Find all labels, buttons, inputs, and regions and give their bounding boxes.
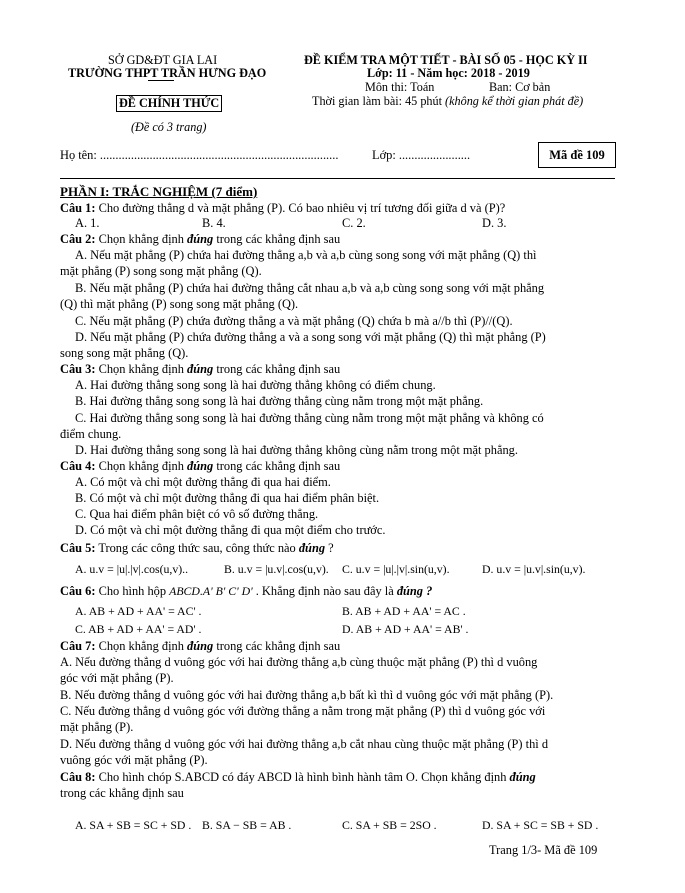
q-text: Chọn khẳng định (98, 232, 188, 246)
question-8 (60, 770, 536, 785)
question-7 (60, 639, 340, 654)
option-b: B. Có một và chỉ một đường thẳng đi qua hai điểm phân biệt. (75, 491, 380, 505)
q-number: Câu 8: (60, 770, 96, 784)
option-d: D. Có một và chỉ một đường thẳng đi qua một điểm cho trước. (75, 523, 386, 537)
option-b: B. u.v = |u.v|.cos(u,v). (224, 562, 329, 576)
q-number: Câu 4: (60, 459, 96, 473)
option-a: A. AB + AD + AA' = AC' . (75, 604, 202, 618)
q-number: Câu 2: (60, 232, 96, 246)
q-emphasis: đúng (187, 232, 214, 246)
option-c: C. Qua hai điểm phân biệt có vô số đường thẳng. (75, 507, 319, 521)
part1-title: PHẦN I: TRẮC NGHIỆM (7 điểm) (60, 184, 258, 199)
option-c: C. SA + SB = 2SO . (342, 818, 437, 832)
official-label: ĐỀ CHÍNH THỨC (116, 95, 222, 112)
q-figure: ABCD.A' B' C' D' (169, 584, 253, 598)
pages-note: (Đề có 3 trang) (131, 120, 207, 134)
question-6 (60, 584, 432, 599)
dept-name: SỞ GD&ĐT GIA LAI (108, 53, 218, 67)
option-a: A. Nếu mặt phẳng (P) chứa hai đường thẳng a,b và a,b cùng song song với mặt phẳng (Q) thì (75, 248, 537, 262)
option-a-cont: mặt phẳng (P) song song mặt phẳng (Q). (60, 264, 262, 278)
option-d: D. Hai đường thẳng song song là hai đường thẳng không cùng nằm trong một mặt phẳng. (75, 443, 518, 457)
option-c: C. Hai đường thẳng song song là hai đường thẳng cùng nằm trong một mặt phẳng và không có (75, 411, 544, 425)
option-c: C. Nếu mặt phẳng (P) chứa đường thẳng a và mặt phẳng (Q) chứa b mà a//b thì (P)//(Q). (75, 314, 513, 328)
class-field: Lớp: ....................... (372, 148, 471, 162)
option-d: D. Nếu mặt phẳng (P) chứa đường thẳng a và a song song với mặt phẳng (Q) thì mặt phẳng (P) (75, 330, 546, 344)
option-b: B. Nếu đường thẳng d vuông góc với hai đường thẳng a,b bất kì thì d vuông góc với mặt phẳng (P). (60, 688, 554, 702)
time-info (312, 94, 583, 109)
option-a: A. SA + SB = SC + SD . (75, 818, 192, 832)
question-5 (60, 541, 334, 556)
q-text-tail: trong các khẳng định sau (213, 639, 341, 653)
school-underline (148, 80, 174, 81)
option-c-cont: điểm chung. (60, 427, 122, 441)
option-a: A. Hai đường thẳng song song là hai đường thẳng không có điểm chung. (75, 378, 436, 392)
q-text-tail: trong các khẳng định sau (213, 232, 341, 246)
option-b: B. Nếu mặt phẳng (P) chứa hai đường thẳng cắt nhau a,b và a,b cùng song song với mặt phẳng (75, 281, 545, 295)
q-number: Câu 6: (60, 584, 96, 598)
q-emphasis: đúng (187, 639, 214, 653)
option-a: A. Nếu đường thẳng d vuông góc với hai đường thẳng a,b cùng thuộc mặt phẳng (P) thì d vuông (60, 655, 538, 669)
q-emphasis: đúng (187, 459, 214, 473)
option-b: B. AB + AD + AA' = AC . (342, 604, 466, 618)
q-text: Cho hình chóp S.ABCD có đáy ABCD là hình bình hành tâm O. Chọn khẳng định (98, 770, 510, 784)
q-text: Cho đường thẳng d và mặt phẳng (P). Có bao nhiêu vị trí tương đối giữa d và (P)? (98, 201, 506, 215)
q-text: Trong các công thức sau, công thức nào (98, 541, 299, 555)
option-d-cont: vuông góc với mặt phẳng (P). (60, 753, 208, 767)
question-2 (60, 232, 340, 247)
question-1 (60, 201, 505, 216)
q-text: Chọn khẳng định (98, 639, 188, 653)
option-b: B. SA − SB = AB . (202, 818, 292, 832)
q-text-mid: . Khẳng định nào sau đây là (252, 584, 397, 598)
option-c: C. AB + AD + AA' = AD' . (75, 622, 202, 636)
time-label: Thời gian làm bài: 45 phút (312, 94, 446, 108)
option-c-cont: mặt phẳng (P). (60, 720, 134, 734)
divider (60, 178, 615, 179)
q-emphasis: đúng ? (396, 584, 433, 598)
option-c: C. Nếu đường thẳng d vuông góc với đường thẳng a nằm trong mặt phẳng (P) thì d vuông góc với (60, 704, 546, 718)
question-3 (60, 362, 340, 377)
q-number: Câu 3: (60, 362, 96, 376)
q-emphasis: đúng (187, 362, 214, 376)
q-text-tail: trong các khẳng định sau (213, 459, 341, 473)
q-number: Câu 1: (60, 201, 96, 215)
option-a: A. Có một và chỉ một đường thẳng đi qua hai điểm. (75, 475, 331, 489)
name-field: Họ tên: ............................................................................. (60, 148, 339, 162)
q-emphasis: đúng (509, 770, 536, 784)
class-year: Lớp: 11 - Năm học: 2018 - 2019 (367, 66, 530, 80)
option-a: A. u.v = |u|.|v|.cos(u,v).. (75, 562, 189, 576)
q-text: Cho hình hộp (98, 584, 170, 598)
page-footer: Trang 1/3- Mã đề 109 (489, 843, 598, 857)
option-a-cont: góc với mặt phẳng (P). (60, 671, 174, 685)
q-text-tail: trong các khẳng định sau (213, 362, 341, 376)
q-text-tail: ? (325, 541, 334, 555)
option-b: B. Hai đường thẳng song song là hai đường thẳng cùng nằm trong một mặt phẳng. (75, 394, 484, 408)
school-name: TRƯỜNG THPT TRẦN HƯNG ĐẠO (68, 66, 267, 80)
q-emphasis: đúng (298, 541, 326, 555)
question-4 (60, 459, 340, 474)
option-d: D. u.v = |u.v|.sin(u,v). (482, 562, 586, 576)
q-text-cont: trong các khẳng định sau (60, 786, 184, 800)
option-d: D. Nếu đường thẳng d vuông góc với hai đường thẳng a,b cắt nhau cùng thuộc mặt phẳng (P) thì d (60, 737, 549, 751)
option-a: A. 1. (75, 216, 100, 230)
time-note: (không kể thời gian phát đề) (445, 94, 584, 108)
track: Ban: Cơ bản (489, 80, 551, 94)
q-text: Chọn khẳng định (98, 459, 188, 473)
option-c: C. u.v = |u|.|v|.sin(u,v). (342, 562, 450, 576)
option-c: C. 2. (342, 216, 366, 230)
q-number: Câu 5: (60, 541, 96, 555)
q-text: Chọn khẳng định (98, 362, 188, 376)
exam-title: ĐỀ KIỂM TRA MỘT TIẾT - BÀI SỐ 05 - HỌC KỲ II (304, 53, 588, 67)
exam-code: Mã đề 109 (538, 142, 616, 168)
subject: Môn thi: Toán (365, 80, 435, 94)
option-b: B. 4. (202, 216, 226, 230)
option-d: D. 3. (482, 216, 507, 230)
option-d-cont: song song mặt phẳng (Q). (60, 346, 189, 360)
option-d: D. SA + SC = SB + SD . (482, 818, 599, 832)
option-b-cont: (Q) thì mặt phẳng (P) song song mặt phẳng (Q). (60, 297, 299, 311)
option-d: D. AB + AD + AA' = AB' . (342, 622, 469, 636)
q-number: Câu 7: (60, 639, 96, 653)
